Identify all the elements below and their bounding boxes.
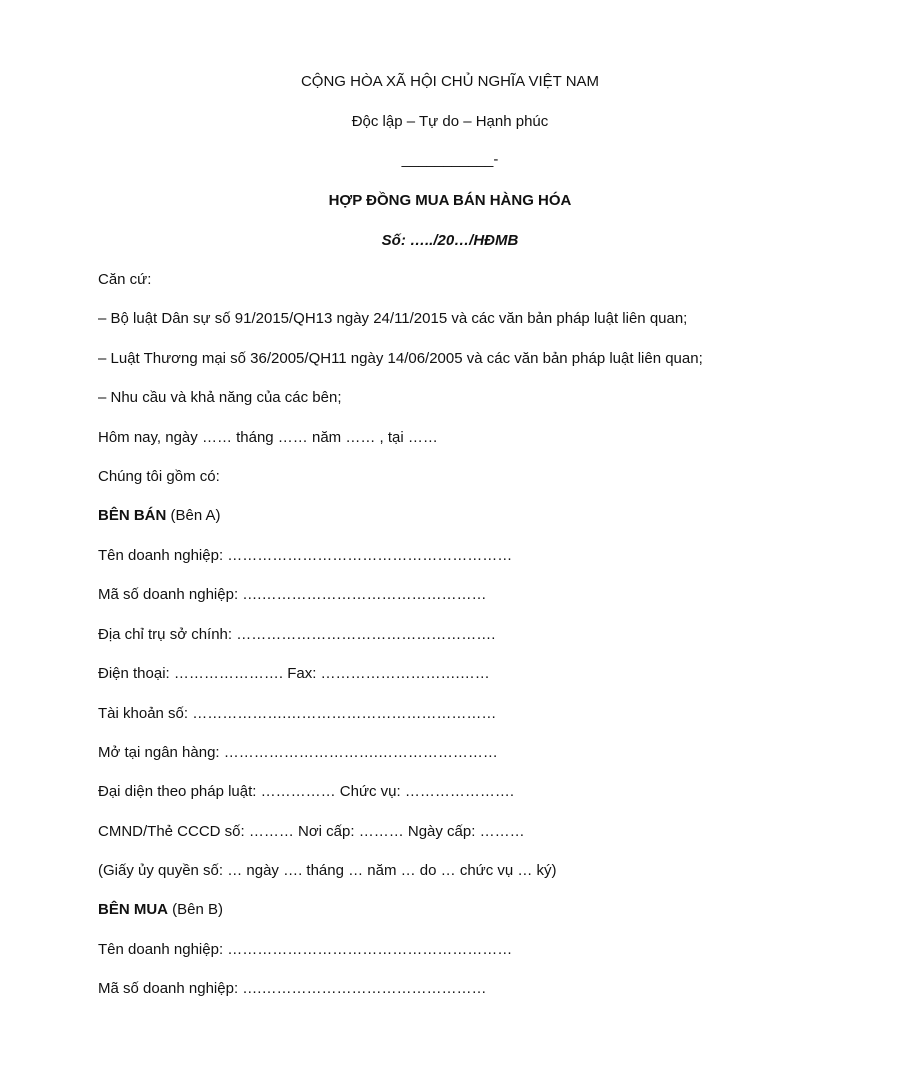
date-line: Hôm nay, ngày …… tháng …… năm …… , tại …… [98, 429, 438, 446]
basis-item: – Nhu cầu và khả năng của các bên; [98, 389, 342, 406]
seller-address-field: Địa chỉ trụ sở chính: ……………………………………………. [98, 626, 496, 643]
contract-number: Số: …../20…/HĐMB [381, 232, 519, 249]
buyer-heading-line [98, 900, 223, 920]
parties-intro: Chúng tôi gồm có: [98, 468, 220, 485]
basis-item: – Bộ luật Dân sự số 91/2015/QH13 ngày 24/11/2015 và các văn bản pháp luật liên quan; [98, 310, 688, 327]
seller-bank-field: Mở tại ngân hàng: ………………………….…………………… [98, 744, 498, 761]
seller-heading: BÊN BÁN [98, 507, 167, 524]
seller-tax-code-field: Mã số doanh nghiệp: ….……………………………………… [98, 586, 487, 603]
seller-authorization-field: (Giấy ủy quyền số: … ngày …. tháng … năm … do … chức vụ … ký) [98, 862, 557, 879]
buyer-heading: BÊN MUA [98, 901, 168, 918]
header-separator: ___________- [401, 151, 499, 168]
motto: Độc lập – Tự do – Hạnh phúc [351, 113, 549, 130]
buyer-suffix: (Bên B) [168, 901, 224, 918]
buyer-tax-code-field: Mã số doanh nghiệp: ….……………………………………… [98, 980, 487, 997]
seller-id-field: CMND/Thẻ CCCD số: ……… Nơi cấp: ……… Ngày cấp: ……… [98, 823, 525, 840]
seller-account-field: Tài khoản số: ……………….…………………………………… [98, 705, 497, 722]
contract-title: HỢP ĐỒNG MUA BÁN HÀNG HÓA [328, 192, 572, 209]
basis-item: – Luật Thương mại số 36/2005/QH11 ngày 14/06/2005 và các văn bản pháp luật liên quan; [98, 350, 703, 367]
seller-representative-field: Đại diện theo pháp luật: …………… Chức vụ: …………………. [98, 783, 515, 800]
seller-suffix: (Bên A) [166, 507, 221, 524]
seller-heading-line [98, 506, 221, 526]
buyer-company-name-field: Tên doanh nghiệp: ………………………………………………… [98, 941, 513, 958]
basis-heading: Căn cứ: [98, 271, 152, 288]
seller-phone-fax-field: Điện thoại: …………………. Fax: ……………………….…… [98, 665, 490, 682]
country-heading: CỘNG HÒA XÃ HỘI CHỦ NGHĨA VIỆT NAM [300, 73, 600, 90]
seller-company-name-field: Tên doanh nghiệp: ………………………………………………… [98, 547, 513, 564]
